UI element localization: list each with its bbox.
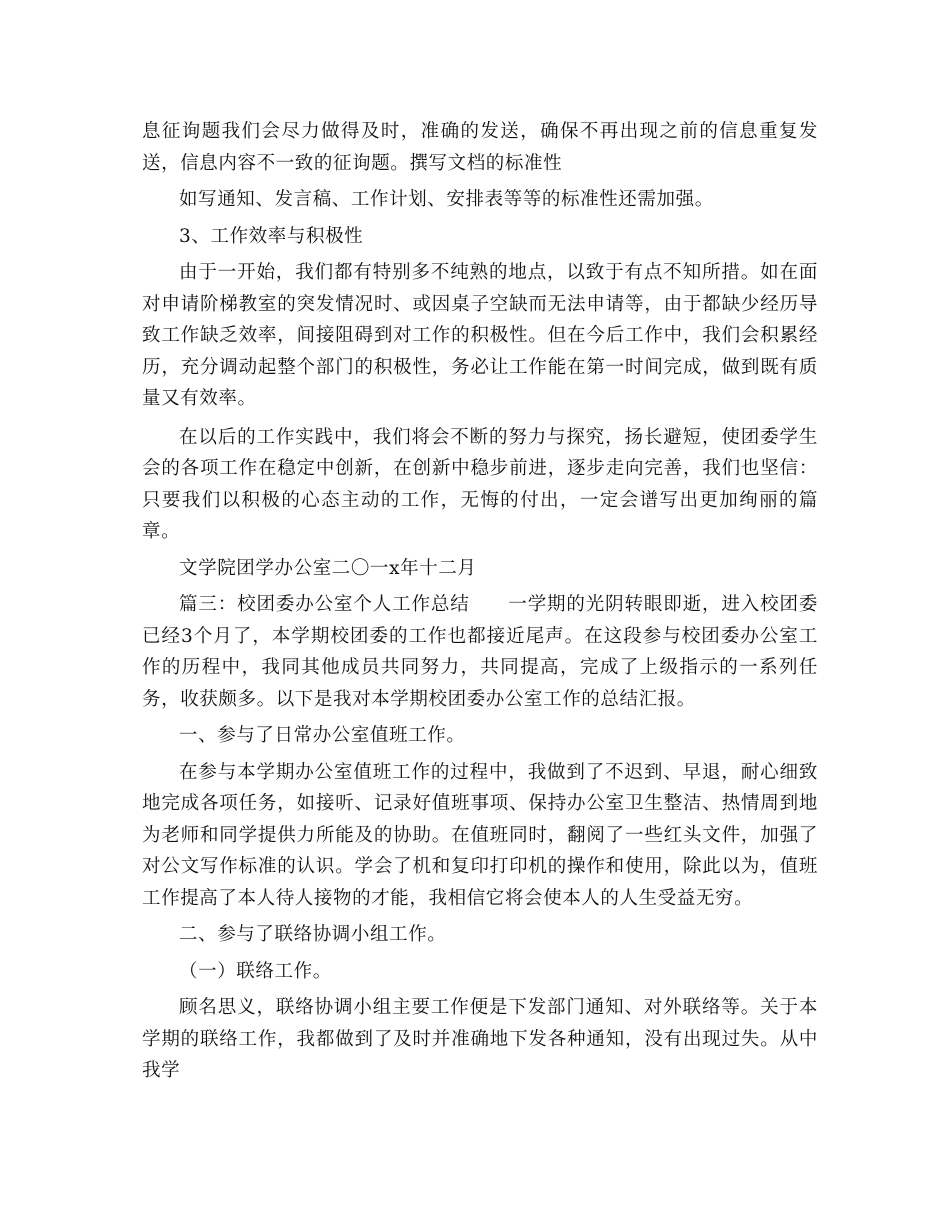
paragraph-duty: 在参与本学期办公室值班工作的过程中，我做到了不迟到、早退，耐心细致地完成各项任务，如接听、记录好值班事项、保持办公室卫生整洁、热情周到地为老师和同学提供力所能及的协助。在值班同时，翻阅了一些红头文件，加强了对公文写作标准的认识。学会了机和复印打印机的操作和使用，除此以为，值班工作提高了本人待人接物的才能，我相信它将会使本人的人生受益无穷。 — [142, 761, 818, 909]
paragraph-liaison: 顾名思义，联络协调小组主要工作便是下发部门通知、对外联络等。关于本学期的联络工作，我都做到了及时并准确地下发各种通知，没有出现过失。从中我学 — [142, 997, 818, 1081]
paragraph-continuation: 息征询题我们会尽力做得及时，准确的发送，确保不再出现之前的信息重复发送，信息内容不一致的征询题。撰写文档的标准性 — [142, 121, 818, 174]
paragraph-standardization: 如写通知、发言稿、工作计划、安排表等等的标准性还需加强。 — [179, 189, 714, 210]
section-heading-efficiency: 3、工作效率与积极性 — [179, 225, 364, 247]
signature-line: 文学院团学办公室二〇一x年十二月 — [179, 557, 477, 579]
section-heading-duty: 一、参与了日常办公室值班工作。 — [179, 725, 466, 746]
section-heading-liaison-group: 二、参与了联络协调小组工作。 — [179, 924, 447, 945]
subsection-heading-liaison: （一）联络工作。 — [179, 960, 332, 982]
paragraph-efficiency: 由于一开始，我们都有特别多不纯熟的地点，以致于有点不知所措。如在面对申请阶梯教室的突发情况时、或因桌子空缺而无法申请等，由于都缺少经历导致工作缺乏效率，间接阻碍到对工作的积极性。但在今后工作中，我们会积累经历，充分调动起整个部门的积极性，务必让工作能在第一时间完成，做到既有质量又有效率。 — [142, 262, 818, 409]
paragraph-part-three-intro: 篇三：校团委办公室个人工作总结 一学期的光阴转眼即逝，进入校团委已经3个月了，本学期校团委的工作也都接近尾声。在这段参与校团委办公室工作的历程中，我同其他成员共同努力，共同提高，完成了上级指示的一系列任务，收获颇多。以下是我对本学期校团委办公室工作的总结汇报。 — [142, 594, 818, 710]
document-page — [142, 116, 818, 1087]
paragraph-future-practice: 在以后的工作实践中，我们将会不断的努力与探究，扬长避短，使团委学生会的各项工作在稳定中创新，在创新中稳步前进，逐步走向完善，我们也坚信：只要我们以积极的心态主动的工作，无悔的付出，一定会谱写出更加绚丽的篇章。 — [142, 426, 818, 542]
